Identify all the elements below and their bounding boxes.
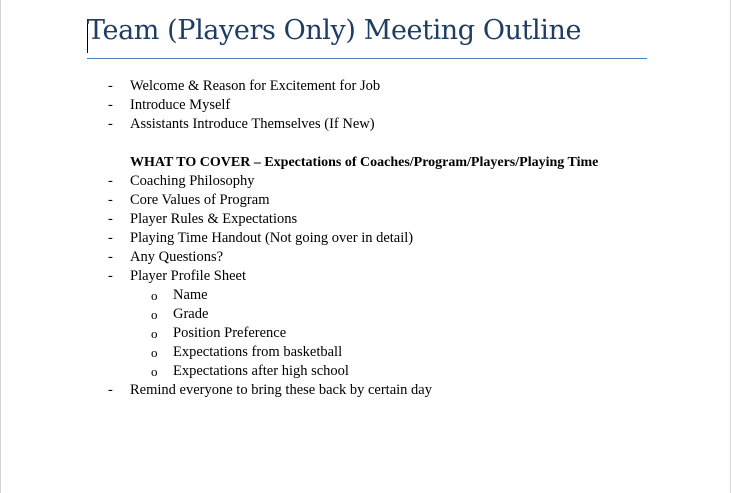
sub-list-item-text: Position Preference [173,325,287,341]
list-item[interactable] [1,229,731,248]
sub-list-item-text: Grade [173,306,209,322]
list-item[interactable] [1,210,731,229]
dash-bullet: - [108,268,113,284]
section-heading: WHAT TO COVER – Expectations of Coaches/Program/Players/Playing Time [130,155,599,170]
list-item[interactable] [1,77,731,96]
list-item-text: Remind everyone to bring these back by certain day [130,382,432,398]
list-item-text: Assistants Introduce Themselves (If New) [130,116,375,132]
dash-bullet: - [108,230,113,246]
dash-bullet: - [108,116,113,132]
list-item-text: Playing Time Handout (Not going over in detail) [130,230,414,246]
sub-list-item[interactable] [1,324,731,343]
list-item-text: Any Questions? [130,249,224,265]
list-item[interactable] [1,115,731,134]
list-item-text: Introduce Myself [130,97,231,113]
list-item[interactable] [1,96,731,115]
list-item-text: Player Rules & Expectations [130,211,298,227]
sub-list-item[interactable] [1,362,731,381]
circle-bullet: o [151,307,158,322]
list-item-text: Player Profile Sheet [130,268,246,284]
list-item[interactable] [1,381,731,400]
document-title[interactable]: Team (Players Only) Meeting Outline [87,15,582,46]
dash-bullet: - [108,97,113,113]
title-underline [87,58,647,59]
circle-bullet: o [151,345,158,360]
circle-bullet: o [151,288,158,303]
dash-bullet: - [108,249,113,265]
sub-list-item[interactable] [1,343,731,362]
list-item[interactable] [1,248,731,267]
dash-bullet: - [108,78,113,94]
sub-list-item-text: Name [173,287,208,303]
sub-list-item[interactable] [1,286,731,305]
list-item-text: Welcome & Reason for Excitement for Job [130,78,381,94]
dash-bullet: - [108,173,113,189]
circle-bullet: o [151,326,158,341]
blank-line [1,134,731,153]
dash-bullet: - [108,192,113,208]
dash-bullet: - [108,382,113,398]
sub-list-item-text: Expectations from basketball [173,344,343,360]
list-item-text: Core Values of Program [130,192,270,208]
section-heading-line[interactable] [1,153,731,172]
list-item[interactable] [1,267,731,286]
list-item[interactable] [1,191,731,210]
list-item-text: Coaching Philosophy [130,173,255,189]
list-item[interactable] [1,172,731,191]
outline-body[interactable] [1,77,731,400]
sub-list-item-text: Expectations after high school [173,363,349,379]
dash-bullet: - [108,211,113,227]
circle-bullet: o [151,364,158,379]
sub-list-item[interactable] [1,305,731,324]
